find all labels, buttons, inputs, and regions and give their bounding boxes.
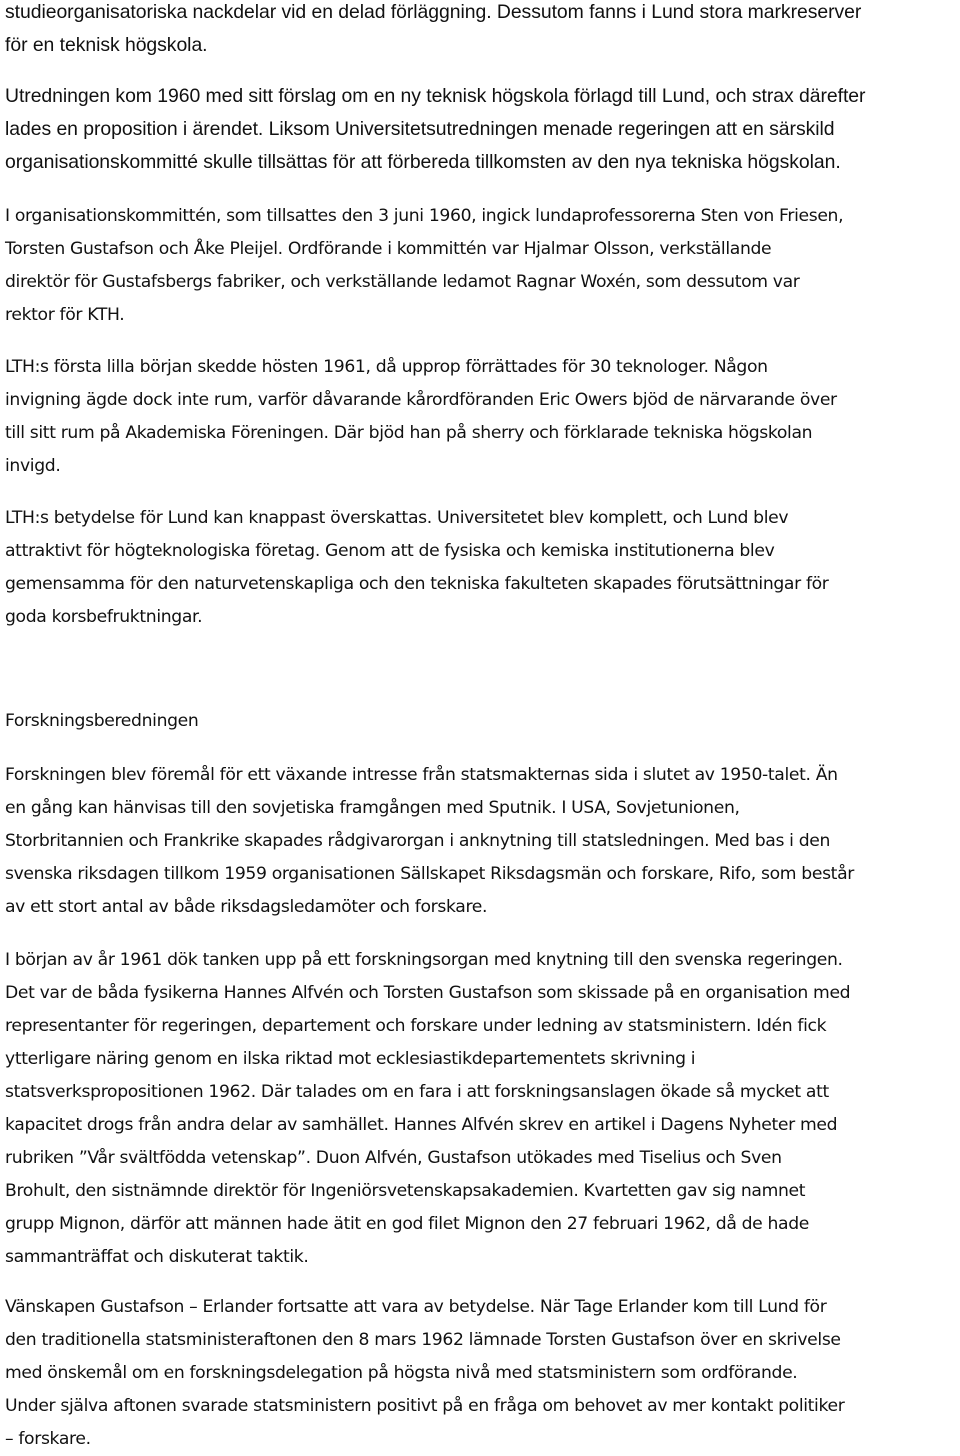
text-line: representanter för regeringen, departement och forskare under ledning av statsministern. Idén fick [5, 1016, 827, 1036]
text-line: studieorganisatoriska nackdelar vid en delad förläggning. Dessutom fanns i Lund stora markreserver [5, 1, 862, 23]
text-line: en gång kan hänvisas till den sovjetiska framgången med Sputnik. I USA, Sovjetunionen, [5, 798, 740, 818]
text-line: invigd. [5, 456, 61, 476]
text-line: Utredningen kom 1960 med sitt förslag om en ny teknisk högskola förlagd till Lund, och strax därefter [5, 85, 866, 107]
paragraph-6 [5, 759, 957, 924]
text-line: den traditionella statsministeraftonen den 8 mars 1962 lämnade Torsten Gustafson över en skrivelse [5, 1330, 841, 1350]
text-line: attraktivt för högteknologiska företag. Genom att de fysiska och kemiska institutionerna blev [5, 541, 775, 561]
text-line: Brohult, den sistnämnde direktör för Ingeniörsvetenskapsakademien. Kvartetten gav sig namnet [5, 1181, 806, 1201]
text-line: Under själva aftonen svarade statsministern positivt på en fråga om behovet av mer kontakt politiker [5, 1396, 845, 1416]
paragraph-8 [5, 1291, 957, 1456]
text-line: kapacitet drogs från andra delar av samhället. Hannes Alfvén skrev en artikel i Dagens Nyheter med [5, 1115, 838, 1135]
text-line: sammanträffat och diskuterat taktik. [5, 1247, 309, 1267]
paragraph-7 [5, 944, 957, 1274]
text-line: invigning ägde dock inte rum, varför dåvarande kårordföranden Eric Owers bjöd de närvarande över [5, 390, 837, 410]
text-line: LTH:s första lilla början skedde hösten 1961, då upprop förrättades för 30 teknologer. Någon [5, 357, 768, 377]
text-line: lades en proposition i ärendet. Liksom Universitetsutredningen menade regeringen att en särskild [5, 118, 835, 140]
text-line: Det var de båda fysikerna Hannes Alfvén och Torsten Gustafson som skissade på en organisation med [5, 983, 851, 1003]
text-line: rektor för KTH. [5, 305, 125, 325]
text-line: – forskare. [5, 1429, 91, 1449]
text-line: till sitt rum på Akademiska Föreningen. Där bjöd han på sherry och förklarade tekniska högskolan [5, 423, 813, 443]
text-line: för en teknisk högskola. [5, 34, 208, 56]
text-line: I början av år 1961 dök tanken upp på ett forskningsorgan med knytning till den svenska regeringen. [5, 950, 843, 970]
text-line: Vänskapen Gustafson – Erlander fortsatte att vara av betydelse. När Tage Erlander kom till Lund för [5, 1297, 827, 1317]
paragraph-1 [5, 0, 957, 62]
text-line: ytterligare näring genom en ilska riktad mot ecklesiastikdepartementets skrivning i [5, 1049, 696, 1069]
text-line: rubriken ”Vår svältfödda vetenskap”. Duon Alfvén, Gustafson utökades med Tiselius och Sven [5, 1148, 782, 1168]
text-line: grupp Mignon, därför att männen hade ätit en god filet Mignon den 27 februari 1962, då de hade [5, 1214, 810, 1234]
text-line: gemensamma för den naturvetenskapliga och den tekniska fakulteten skapades förutsättningar för [5, 574, 829, 594]
text-line: organisationskommitté skulle tillsättas för att förbereda tillkomsten av den nya tekniska högskolan. [5, 151, 841, 173]
text-line: goda korsbefruktningar. [5, 607, 203, 627]
text-line: I organisationskommittén, som tillsattes den 3 juni 1960, ingick lundaprofessorerna Sten von Friesen, [5, 206, 844, 226]
paragraph-5 [5, 502, 957, 634]
text-line: av ett stort antal av både riksdagsledamöter och forskare. [5, 897, 488, 917]
paragraph-4 [5, 351, 957, 483]
text-line: Forskningen blev föremål för ett växande intresse från statsmakternas sida i slutet av 1950-talet. Än [5, 765, 838, 785]
paragraph-3 [5, 200, 957, 332]
text-line: svenska riksdagen tillkom 1959 organisationen Sällskapet Riksdagsmän och forskare, Rifo, som består [5, 864, 854, 884]
text-line: LTH:s betydelse för Lund kan knappast överskattas. Universitetet blev komplett, och Lund blev [5, 508, 789, 528]
text-line: med önskemål om en forskningsdelegation på högsta nivå med statsministern som ordförande. [5, 1363, 798, 1383]
text-line: direktör för Gustafsbergs fabriker, och verkställande ledamot Ragnar Woxén, som dessutom var [5, 272, 800, 292]
text-line: Torsten Gustafson och Åke Pleijel. Ordförande i kommittén var Hjalmar Olsson, verkställande [5, 239, 772, 259]
text-line: statsverkspropositionen 1962. Där talades om en fara i att forskningsanslagen ökade så mycket att [5, 1082, 829, 1102]
text-line: Storbritannien och Frankrike skapades rådgivarorgan i anknytning till statsledningen. Med bas i den [5, 831, 831, 851]
paragraph-2 [5, 80, 957, 179]
section-heading: Forskningsberedningen [5, 711, 199, 731]
